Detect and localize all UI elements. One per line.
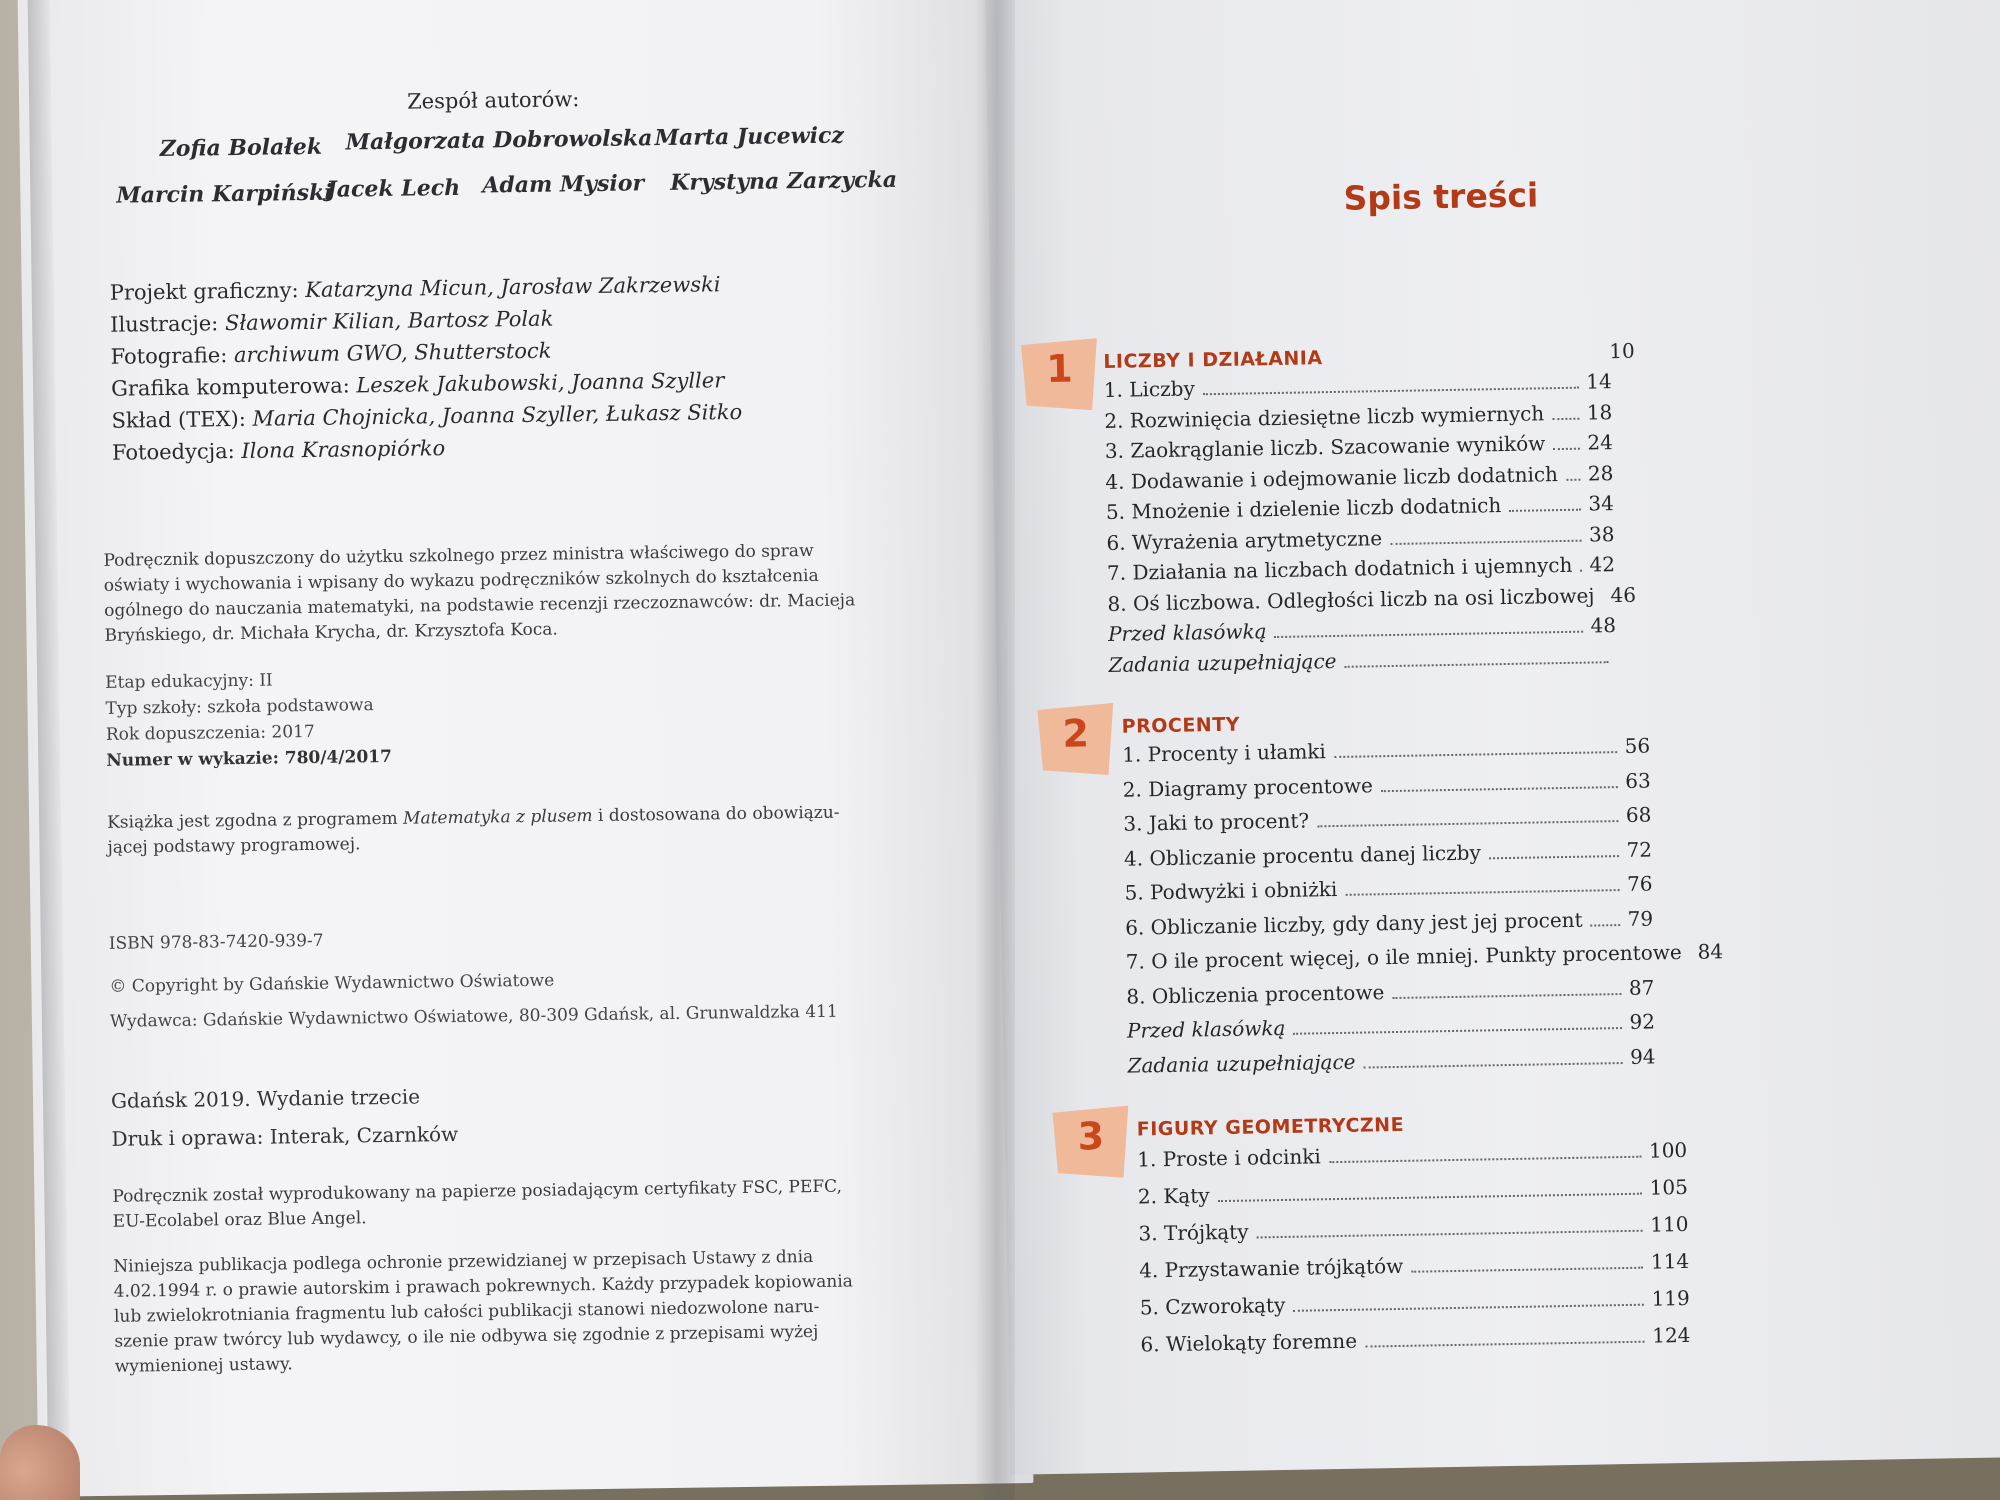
toc-entry-page: 87 (1628, 974, 1655, 1000)
credit-label: Fotoedycja: (111, 439, 235, 465)
credit-value: Sławomir Kilian, Bartosz Polak (224, 306, 554, 336)
dot-leader (1552, 403, 1579, 419)
dot-leader (1293, 1290, 1644, 1312)
approval-line: oświaty i wychowania i wpisany do wykazu podręczników szkolnych do kształcenia (103, 565, 819, 596)
toc-entry-page: 24 (1587, 430, 1614, 455)
dot-leader (1217, 1179, 1641, 1202)
toc-entry-page: 110 (1650, 1211, 1689, 1237)
authors-heading: Zespół autorów: (406, 87, 580, 114)
dot-leader (1365, 1327, 1644, 1348)
toc-entry-title: 6. Wyrażenia arytmetyczne (1106, 525, 1383, 555)
toc-entry-page: 92 (1629, 1009, 1656, 1034)
toc-entry-title: 8. Obliczenia procentowe (1126, 979, 1385, 1009)
law-note: lub zwielokrotniania fragmentu lub całości publikacji stanowi niedozwolone naru- (113, 1296, 820, 1327)
toc-entry-title: 3. Jaki to procent? (1123, 808, 1310, 836)
toc-entry-title: 3. Zaokrąglanie liczb. Szacowanie wyników (1104, 431, 1546, 463)
law-note: wymienionej ustawy. (114, 1354, 293, 1377)
credit-value: archiwum GWO, Shutterstock (233, 338, 552, 368)
toc-entry-title: 3. Trójkąty (1138, 1219, 1249, 1246)
toc-entry-page: 28 (1587, 460, 1614, 486)
program-name: Matematyka z plusem (402, 806, 593, 829)
paper-note: EU-Ecolabel oraz Blue Angel. (112, 1208, 367, 1232)
author-name: Małgorzata Dobrowolska (345, 125, 653, 156)
toc-entry-title: 4. Dodawanie i odejmowanie liczb dodatnich (1105, 461, 1559, 494)
law-note: Niniejsza publikacja podlega ochronie przewidzianej w przepisach Ustawy z dnia (113, 1247, 814, 1277)
toc-entry (1125, 939, 1724, 979)
toc-entry-title: 5. Mnożenie i dzielenie liczb dodatnich (1105, 493, 1502, 524)
paper-note: Podręcznik został wyprodukowany na papierze posiadającym certyfikaty FSC, PEFC, (112, 1176, 843, 1207)
credit-label: Skład (TEX): (111, 406, 247, 433)
toc-entry-page: 72 (1626, 836, 1653, 862)
dot-leader (1392, 979, 1621, 999)
toc-entry (1139, 1249, 1689, 1289)
credit-value: Maria Chojnicka, Joanna Szyller, Łukasz Sitko (252, 399, 743, 431)
toc-entry-title: Przed klasówką (1126, 1015, 1286, 1043)
program-note: jącej podstawy programowej. (107, 834, 361, 858)
toc-entry-title: 6. Obliczanie liczby, gdy dany jest jej procent (1124, 907, 1583, 940)
author-name: Jacek Lech (326, 174, 461, 203)
dot-leader (1256, 1216, 1642, 1239)
toc-entry (1137, 1138, 1687, 1178)
toc-entry-title: 7. Działania na liczbach dodatnich i ujemnych (1106, 552, 1573, 585)
toc-entry-title: 2. Diagramy procentowe (1122, 772, 1374, 802)
toc-title: Spis treści (1343, 175, 1539, 218)
print-info: Druk i oprawa: Interak, Czarnków (111, 1121, 459, 1151)
toc-entry-title: 8. Oś liczbowa. Odległości liczb na osi liczbowej (1107, 582, 1595, 616)
toc-entry-page: 84 (1697, 939, 1724, 964)
chapter-title: PROCENTY (1121, 713, 1241, 738)
toc-entry (1126, 975, 1654, 1014)
toc-entry-title: 4. Przystawanie trójkątów (1138, 1253, 1404, 1283)
toc-entry-page: 18 (1586, 399, 1613, 425)
dot-leader (1274, 617, 1582, 638)
dot-leader (1334, 737, 1617, 758)
toc-entry-page: 68 (1625, 802, 1652, 827)
credit-line (110, 339, 551, 369)
meta-line: Rok dopuszczenia: 2017 (105, 721, 315, 745)
toc-entry-title: 2. Kąty (1137, 1183, 1210, 1209)
toc-entry-title: Zadania uzupełniające (1127, 1049, 1356, 1078)
program-text: i dostosowana do obowiązu- (592, 802, 840, 827)
isbn: ISBN 978-83-7420-939-7 (108, 930, 324, 954)
toc-entry-title: 1. Liczby (1103, 376, 1195, 402)
chapter-page: 10 (1609, 338, 1635, 364)
toc-entry (1124, 837, 1652, 876)
toc-entry (1140, 1323, 1690, 1363)
toc-entry (1125, 906, 1653, 945)
credit-label: Ilustracje: (110, 311, 219, 337)
credit-label: Projekt graficzny: (109, 278, 299, 305)
dot-leader (1203, 373, 1579, 396)
credit-value: Katarzyna Micun, Jarosław Zakrzewski (305, 272, 721, 303)
toc-entry-title: 7. O ile procent więcej, o ile mniej. Punkty procentowe (1125, 939, 1682, 974)
toc-entry-page: 14 (1586, 369, 1612, 394)
toc-entry (1127, 1009, 1655, 1048)
toc-entry (1122, 734, 1650, 773)
edition: Gdańsk 2019. Wydanie trzecie (110, 1084, 421, 1113)
toc-entry-title: 5. Podwyżki i obniżki (1124, 876, 1338, 905)
toc-entry-page: 42 (1589, 552, 1616, 577)
toc-entry-page: 34 (1588, 491, 1615, 516)
dot-leader (1566, 464, 1580, 480)
author-name: Krystyna Zarzycka (670, 166, 898, 196)
dot-leader (1411, 1253, 1643, 1273)
dot-leader (1580, 556, 1581, 572)
copyright: © Copyright by Gdańskie Wydawnictwo Oświatowe (109, 970, 555, 997)
toc-entry-page: 76 (1626, 871, 1653, 896)
credit-value: Leszek Jakubowski, Joanna Szyller (356, 368, 725, 398)
dot-leader (1363, 1048, 1622, 1069)
toc-entry-page: 94 (1629, 1043, 1656, 1069)
chapter-number: 1 (1045, 346, 1074, 391)
dot-leader (1345, 875, 1619, 896)
toc-entry (1138, 1212, 1688, 1252)
meta-line: Etap edukacyjny: II (105, 670, 273, 693)
program-text: Książka jest zgodna z programem (107, 808, 404, 833)
toc-entry-page: 114 (1650, 1248, 1690, 1274)
publisher: Wydawca: Gdańskie Wydawnictwo Oświatowe, 80-309 Gdańsk, al. Grunwaldzka 411 (109, 1001, 838, 1032)
dot-leader (1381, 772, 1618, 792)
credit-line (111, 400, 742, 433)
credit-label: Grafika komputerowa: (110, 373, 350, 401)
program-note (107, 803, 840, 833)
toc-entry-page: 56 (1624, 733, 1651, 758)
dot-leader (1509, 495, 1580, 512)
author-name: Marcin Karpiński (116, 179, 333, 209)
registry-number: Numer w wykazie: 780/4/2017 (106, 746, 393, 771)
dot-leader (1390, 525, 1581, 544)
toc-entry-title: 5. Czworokąty (1139, 1292, 1286, 1320)
toc-entry-title: Przed klasówką (1107, 619, 1267, 646)
dot-leader (1553, 434, 1579, 450)
toc-entry-page: 48 (1590, 613, 1617, 638)
chapter-title: LICZBY I DZIAŁANIA (1103, 347, 1323, 373)
credit-line (111, 368, 725, 401)
law-note: 4.02.1994 r. o prawie autorskim i prawach pokrewnych. Każdy przypadek kopiowania (113, 1271, 854, 1302)
approval-line: ogólnego do nauczania matematyki, na podstawie recenzji rzeczoznawców: dr. Macieja (104, 590, 856, 621)
approval-line: Podręcznik dopuszczony do użytku szkolnego przez ministra właściwego do spraw (103, 540, 814, 571)
author-name: Marta Jucewicz (654, 122, 845, 152)
toc-entry (1140, 1286, 1690, 1326)
dot-leader (1293, 1013, 1621, 1035)
toc-entry-title: 6. Wielokąty foremne (1140, 1328, 1358, 1357)
meta-line: Typ szkoły: szkoła podstawowa (105, 695, 374, 719)
toc-entry (1138, 1175, 1688, 1215)
toc-entry-page: 38 (1588, 521, 1615, 547)
law-note: szenie praw twórcy lub wydawcy, o ile nie odbywa się zgodnie z przepisami wyżej (114, 1321, 819, 1352)
toc-entry-title: 4. Obliczanie procentu danej liczby (1123, 839, 1481, 871)
toc-entry-page: 105 (1649, 1174, 1689, 1200)
toc-entry-page: 79 (1627, 905, 1654, 931)
toc-entry-page: 124 (1652, 1322, 1691, 1348)
dot-leader (1329, 1142, 1641, 1163)
chapter-number: 2 (1062, 711, 1090, 756)
chapter-title: FIGURY GEOMETRYCZNE (1136, 1113, 1405, 1141)
toc-entry (1123, 802, 1651, 841)
credit-line (110, 272, 721, 305)
credit-value: Ilona Krasnopiórko (241, 436, 446, 463)
toc-entry-title: Zadania uzupełniające (1108, 648, 1337, 677)
toc-entry-title: 1. Procenty i ułamki (1121, 739, 1327, 767)
credit-line (112, 436, 446, 465)
toc-entry-page: 46 (1610, 582, 1637, 607)
toc-entry (1124, 871, 1652, 910)
left-page (18, 0, 1034, 1497)
dot-leader (1344, 647, 1608, 668)
right-page (985, 0, 2000, 1475)
author-name: Zofia Bolałek (159, 133, 323, 163)
approval-line: Bryńskiego, dr. Michała Krycha, dr. Krzysztofa Koca. (104, 619, 559, 646)
toc-entry-page: 119 (1651, 1285, 1690, 1311)
credit-label: Fotografie: (110, 343, 228, 369)
toc-entry (1127, 1044, 1655, 1083)
dot-leader (1489, 841, 1619, 859)
toc-entry-title: 1. Proste i odcinki (1137, 1144, 1322, 1172)
toc-entry-title: 2. Rozwinięcia dziesiętne liczb wymiernych (1104, 400, 1545, 433)
chapter-number: 3 (1077, 1114, 1105, 1159)
toc-entry (1123, 768, 1651, 807)
dot-leader (1590, 910, 1619, 927)
dot-leader (1317, 806, 1618, 827)
credit-line (110, 307, 553, 337)
author-name: Adam Mysior (482, 170, 645, 199)
toc-entry-page: 63 (1625, 768, 1651, 793)
book-gutter (975, 0, 1015, 1500)
toc-entry-page: 100 (1648, 1137, 1688, 1163)
